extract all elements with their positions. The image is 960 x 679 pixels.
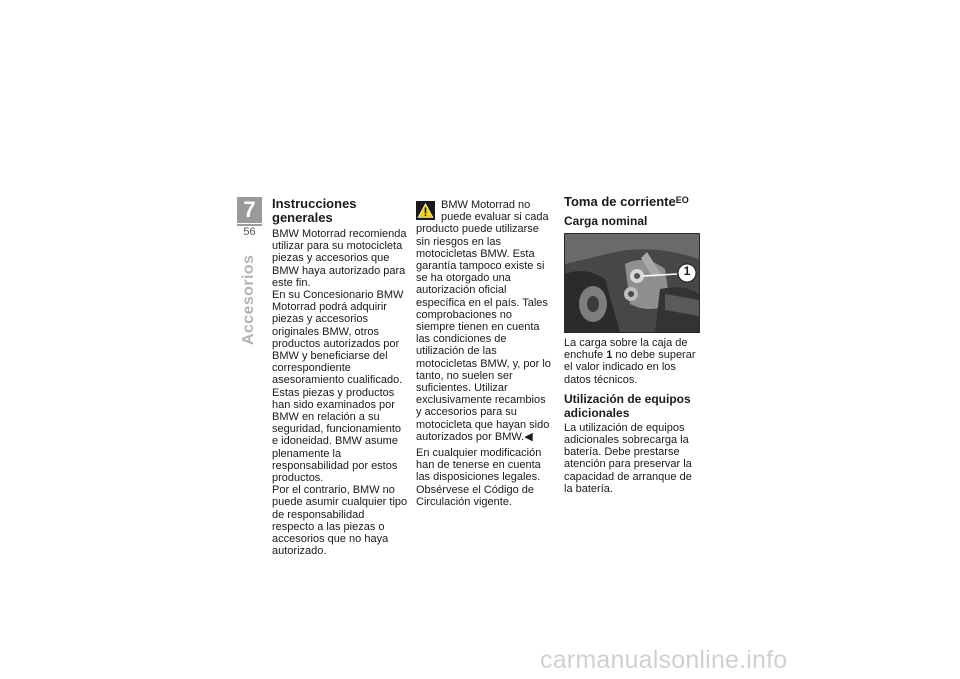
warning-triangle-icon	[416, 201, 435, 220]
callout-label: 1	[683, 264, 691, 278]
heading-superscript: EO	[675, 195, 689, 205]
paragraph: Por el contrario, BMW no puede asumir cualquier tipo de responsabilidad respecto a las piezas o accesorios que no haya autorizado.	[272, 484, 408, 558]
chapter-title: Accesorios	[240, 254, 257, 345]
power-socket-photo	[564, 233, 700, 333]
warning-text: BMW Motorrad no puede evaluar si cada producto puede utilizarse sin riesgos en las motocicletas BMW. Esta garantía tampoco existe si se ha otorgado una autorización oficial específica en el país. Tales comprobaciones no siempre tienen en cuenta las condiciones de utilización de las motocicletas BMW, y, por lo tanto, no suelen ser suficientes. Utilizar exclusivamente recambios y accesorios para su motocicleta que hayan sido autorizados por BMW.◀	[416, 199, 551, 443]
watermark-text: carmanualsonline.info	[540, 646, 788, 674]
column-warning	[416, 199, 552, 508]
end-mark-icon: ◀	[524, 430, 533, 443]
heading-general-instructions: Instrucciones generales	[272, 196, 357, 225]
paragraph: BMW Motorrad recomienda utilizar para su motocicleta piezas y accesorios que BMW haya autorizado para este fin.	[272, 228, 407, 289]
column-power-socket	[564, 195, 702, 495]
heading-rated-load: Carga nominal	[564, 214, 648, 228]
heading-power-socket: Toma de corriente$^{EO}$	[564, 194, 689, 209]
chapter-number: 7	[237, 197, 262, 223]
heading-additional-equipment: Utilización de equipos adicionales	[564, 391, 691, 420]
paragraph: La carga sobre la caja de enchufe 1 no debe superar el valor indicado en los datos técnicos.	[564, 337, 696, 386]
paragraph: Estas piezas y productos han sido examinados por BMW en relación a su seguridad, funcionamiento e idoneidad. BMW asume plenamente la responsabilidad por estos productos.	[272, 386, 402, 485]
page-number: 56	[243, 226, 256, 238]
paragraph: La utilización de equipos adicionales sobrecarga la batería. Debe prestarse atención para preservar la capacidad de arranque de la batería.	[564, 421, 692, 495]
paragraph: En su Concesionario BMW Motorrad podrá adquirir piezas y accesorios originales BMW, otros productos autorizados por BMW y beneficiarse del correspondiente asesoramiento cualificado.	[272, 289, 404, 387]
column-general-instructions	[272, 197, 408, 557]
paragraph: En cualquier modificación han de tenerse en cuenta las disposiciones legales. Obsérvese el Código de Circulación vigente.	[416, 447, 542, 508]
